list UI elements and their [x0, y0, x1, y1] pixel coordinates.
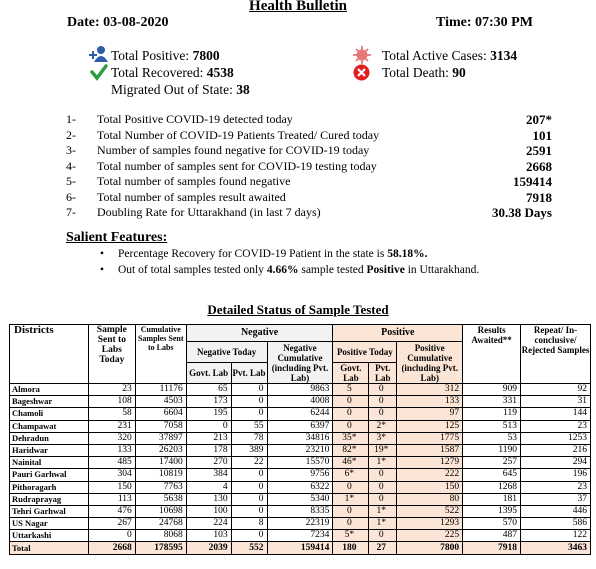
table-cell: 178595	[135, 542, 186, 554]
list-item: 4- Total number of samples sent for COVID-19 testing today 2668	[66, 158, 552, 174]
list-item: 7- Doubling Rate for Uttarakhand (in last 7 days) 30.38 Days	[66, 205, 552, 220]
table-row	[10, 396, 591, 408]
col-sent-today: Sample Sent to Labs Today	[88, 325, 135, 384]
table-cell: 7918	[463, 542, 521, 554]
table-cell: 0	[231, 469, 267, 481]
list-item: 5- Total number of samples found negative 159414	[66, 174, 552, 189]
table-cell: 24768	[135, 518, 186, 530]
table-cell: 125	[397, 420, 463, 432]
table-cell: 909	[463, 384, 521, 396]
table-cell: 27	[369, 542, 397, 554]
table-cell: 8068	[135, 530, 186, 542]
table-cell: 586	[521, 518, 591, 530]
table-cell: 0	[333, 420, 369, 432]
table-cell: 4008	[267, 396, 333, 408]
table-cell: 0	[369, 481, 397, 493]
col-neg-cumulative: Negative Cumulative (including Pvt. Lab)	[267, 342, 333, 384]
table-cell: 119	[463, 408, 521, 420]
table-cell: 216	[521, 444, 591, 456]
table-cell: 0	[231, 408, 267, 420]
table-cell: 0	[231, 481, 267, 493]
table-cell: 294	[521, 457, 591, 469]
table-cell: 0	[333, 505, 369, 517]
list-item: 1- Total Positive COVID-19 detected today 207*	[66, 112, 552, 127]
table-cell: 1279	[397, 457, 463, 469]
table-cell: 0	[88, 530, 135, 542]
table-cell: 446	[521, 505, 591, 517]
table-cell: 0	[231, 530, 267, 542]
table-row	[10, 481, 591, 493]
district-cell: Bageshwar	[10, 396, 89, 408]
table-cell: 222	[397, 469, 463, 481]
table-cell: 224	[186, 518, 231, 530]
table-cell: 2668	[88, 542, 135, 554]
table-cell: 178	[186, 444, 231, 456]
table-cell: 1268	[463, 481, 521, 493]
table-cell: 22	[231, 457, 267, 469]
table-cell: 231	[88, 420, 135, 432]
table-body	[10, 384, 591, 555]
table-cell: 6244	[267, 408, 333, 420]
table-cell: 23	[521, 481, 591, 493]
district-cell: Rudraprayag	[10, 493, 89, 505]
table-cell: 1*	[369, 505, 397, 517]
list-item: 6- Total number of samples result awaited 7918	[66, 189, 552, 205]
table-cell: 552	[231, 542, 267, 554]
total-positive: Total Positive: 7800	[111, 48, 220, 63]
table-row	[10, 432, 591, 444]
table-cell: 0	[369, 469, 397, 481]
table-cell: 1293	[397, 518, 463, 530]
table-cell: 8335	[267, 505, 333, 517]
table-cell: 0	[369, 493, 397, 505]
col-positive: Positive	[333, 325, 463, 342]
district-cell: Uttarkashi	[10, 530, 89, 542]
table-cell: 180	[333, 542, 369, 554]
table-cell: 0	[186, 420, 231, 432]
table-cell: 213	[186, 432, 231, 444]
bulletin-time: Time: 07:30 PM	[436, 15, 533, 30]
bullet-positivity: • Out of total samples tested only 4.66% sample tested Positive in Uttarakhand.	[100, 263, 479, 279]
col-pos-cumulative: Positive Cumulative (including Pvt. Lab)	[397, 342, 463, 384]
table-row	[10, 444, 591, 456]
table-cell: 34816	[267, 432, 333, 444]
table-cell: 0	[369, 396, 397, 408]
table-cell: 0	[333, 481, 369, 493]
table-cell: 159414	[267, 542, 333, 554]
table-row	[10, 505, 591, 517]
table-cell: 225	[397, 530, 463, 542]
sample-status-table	[9, 324, 591, 555]
col-neg-today: Negative Today	[186, 342, 267, 363]
col-districts: Districts	[10, 325, 89, 384]
table-cell: 304	[88, 469, 135, 481]
table-title: Detailed Status of Sample Tested	[207, 302, 389, 317]
table-cell: 0	[231, 396, 267, 408]
table-cell: 4503	[135, 396, 186, 408]
table-cell: 1*	[369, 518, 397, 530]
table-row	[10, 420, 591, 432]
table-row	[10, 469, 591, 481]
table-row	[10, 493, 591, 505]
district-cell: US Nagar	[10, 518, 89, 530]
table-cell: 8	[231, 518, 267, 530]
table-cell: 15570	[267, 457, 333, 469]
table-cell: 19*	[369, 444, 397, 456]
total-row	[10, 542, 591, 554]
table-cell: 103	[186, 530, 231, 542]
table-row	[10, 530, 591, 542]
district-cell: Pithoragarh	[10, 481, 89, 493]
add-person-icon	[89, 45, 109, 63]
table-cell: 2039	[186, 542, 231, 554]
district-cell: Pauri Garhwal	[10, 469, 89, 481]
table-cell: 23	[521, 420, 591, 432]
table-cell: 35*	[333, 432, 369, 444]
table-cell: 37897	[135, 432, 186, 444]
table-row	[10, 518, 591, 530]
table-cell: 26203	[135, 444, 186, 456]
table-cell: 4	[186, 481, 231, 493]
table-cell: 92	[521, 384, 591, 396]
district-cell: Dehradun	[10, 432, 89, 444]
bulletin-date: Date: 03-08-2020	[67, 15, 169, 30]
table-cell: 1253	[521, 432, 591, 444]
table-cell: 0	[231, 384, 267, 396]
table-cell: 7763	[135, 481, 186, 493]
col-neg-govt: Govt. Lab	[186, 363, 231, 384]
table-cell: 1395	[463, 505, 521, 517]
table-cell: 1190	[463, 444, 521, 456]
table-cell: 1*	[369, 457, 397, 469]
col-awaited: Results Awaited**	[463, 325, 521, 384]
table-cell: 320	[88, 432, 135, 444]
migrated-out: Migrated Out of State: 38	[111, 82, 250, 97]
total-recovered: Total Recovered: 4538	[111, 65, 234, 80]
table-cell: 150	[397, 481, 463, 493]
table-cell: 10698	[135, 505, 186, 517]
district-cell: Tehri Garhwal	[10, 505, 89, 517]
col-negative: Negative	[186, 325, 333, 342]
table-cell: 195	[186, 408, 231, 420]
table-cell: 133	[397, 396, 463, 408]
district-cell: Almora	[10, 384, 89, 396]
salient-features-heading: Salient Features:	[66, 230, 168, 245]
table-cell: 2*	[369, 420, 397, 432]
table-cell: 1587	[397, 444, 463, 456]
col-repeat: Repeat/ In-conclusive/ Rejected Samples	[521, 325, 591, 384]
table-cell: 0	[333, 518, 369, 530]
table-cell: 0	[333, 396, 369, 408]
table-cell: 82*	[333, 444, 369, 456]
list-item: 3- Number of samples found negative for COVID-19 today 2591	[66, 143, 552, 158]
table-cell: 384	[186, 469, 231, 481]
district-cell: Chamoli	[10, 408, 89, 420]
table-cell: 53	[463, 432, 521, 444]
virus-icon	[352, 45, 372, 65]
salient-features-list	[100, 247, 479, 278]
table-cell: 11176	[135, 384, 186, 396]
table-cell: 270	[186, 457, 231, 469]
table-cell: 173	[186, 396, 231, 408]
table-cell: 7234	[267, 530, 333, 542]
table-cell: 97	[397, 408, 463, 420]
table-cell: 0	[231, 505, 267, 517]
table-cell: 130	[186, 493, 231, 505]
table-cell: 257	[463, 457, 521, 469]
statistics-list	[66, 112, 556, 221]
table-cell: 6604	[135, 408, 186, 420]
table-cell: 3463	[521, 542, 591, 554]
table-cell: 5340	[267, 493, 333, 505]
table-cell: 55	[231, 420, 267, 432]
col-pos-pvt: Pvt. Lab	[369, 363, 397, 384]
table-cell: 645	[463, 469, 521, 481]
table-cell: 108	[88, 396, 135, 408]
col-cumulative: Cumulative Samples Sent to Labs	[135, 325, 186, 384]
table-cell: 9756	[267, 469, 333, 481]
table-cell: 100	[186, 505, 231, 517]
table-cell: 5*	[333, 530, 369, 542]
table-cell: 3*	[369, 432, 397, 444]
table-cell: 196	[521, 469, 591, 481]
table-cell: 331	[463, 396, 521, 408]
table-cell: 17400	[135, 457, 186, 469]
table-cell: 58	[88, 408, 135, 420]
table-row	[10, 457, 591, 469]
table-cell: 522	[397, 505, 463, 517]
table-cell: 0	[369, 530, 397, 542]
district-cell: Total	[10, 542, 89, 554]
table-cell: 389	[231, 444, 267, 456]
total-death: Total Death: 90	[382, 65, 466, 80]
table-cell: 133	[88, 444, 135, 456]
table-cell: 181	[463, 493, 521, 505]
table-cell: 23210	[267, 444, 333, 456]
table-cell: 150	[88, 481, 135, 493]
district-cell: Champawat	[10, 420, 89, 432]
table-cell: 0	[369, 408, 397, 420]
table-cell: 485	[88, 457, 135, 469]
table-cell: 78	[231, 432, 267, 444]
table-cell: 1775	[397, 432, 463, 444]
table-cell: 0	[369, 384, 397, 396]
list-item: 2- Total Number of COVID-19 Patients Treated/ Cured today 101	[66, 127, 552, 143]
col-pos-today: Positive Today	[333, 342, 397, 363]
table-cell: 65	[186, 384, 231, 396]
table-cell: 31	[521, 396, 591, 408]
table-cell: 0	[231, 493, 267, 505]
table-cell: 23	[88, 384, 135, 396]
table-cell: 113	[88, 493, 135, 505]
table-cell: 80	[397, 493, 463, 505]
table-cell: 6322	[267, 481, 333, 493]
table-row	[10, 408, 591, 420]
table-cell: 9863	[267, 384, 333, 396]
table-cell: 46*	[333, 457, 369, 469]
table-cell: 5	[333, 384, 369, 396]
table-cell: 487	[463, 530, 521, 542]
table-cell: 513	[463, 420, 521, 432]
table-cell: 10819	[135, 469, 186, 481]
table-cell: 7058	[135, 420, 186, 432]
table-cell: 122	[521, 530, 591, 542]
close-circle-icon	[353, 64, 370, 81]
table-cell: 1*	[333, 493, 369, 505]
table-cell: 37	[521, 493, 591, 505]
table-cell: 6397	[267, 420, 333, 432]
table-cell: 476	[88, 505, 135, 517]
table-cell: 5638	[135, 493, 186, 505]
table-cell: 7800	[397, 542, 463, 554]
table-row	[10, 384, 591, 396]
table-cell: 267	[88, 518, 135, 530]
col-neg-pvt: Pvt. Lab	[231, 363, 267, 384]
active-cases: Total Active Cases: 3134	[382, 48, 518, 63]
table-cell: 6*	[333, 469, 369, 481]
district-cell: Nainital	[10, 457, 89, 469]
table-cell: 312	[397, 384, 463, 396]
bulletin-title: Health Bulletin	[249, 0, 347, 14]
bullet-recovery: • Percentage Recovery for COVID-19 Patient in the state is 58.18%.	[100, 247, 479, 263]
table-cell: 570	[463, 518, 521, 530]
table-cell: 144	[521, 408, 591, 420]
checkmark-icon	[90, 63, 108, 81]
col-pos-govt: Govt. Lab	[333, 363, 369, 384]
table-cell: 22319	[267, 518, 333, 530]
district-cell: Haridwar	[10, 444, 89, 456]
table-cell: 0	[333, 408, 369, 420]
